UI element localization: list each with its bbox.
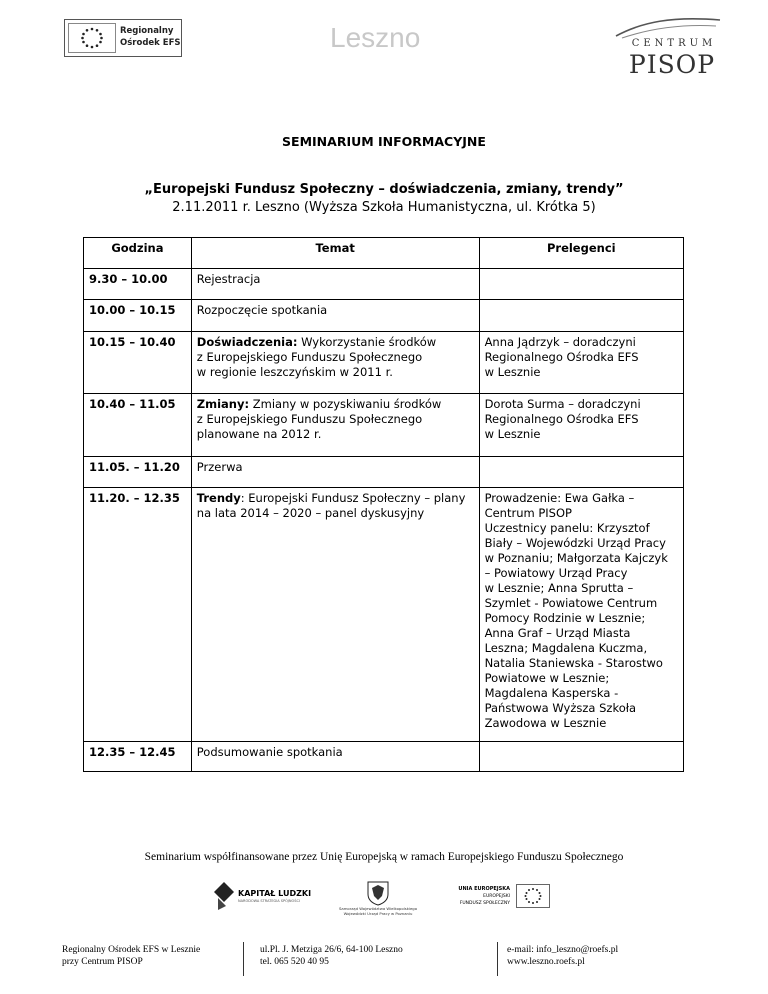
- table-header-row: [84, 238, 684, 269]
- speaker-line: Centrum PISOP: [484, 506, 572, 520]
- time-cell: 9.30 – 10.00: [84, 269, 192, 300]
- speaker-line: Szymlet - Powiatowe Centrum: [484, 596, 658, 610]
- topic-cell: Rozpoczęcie spotkania: [191, 300, 479, 332]
- time-cell: 10.40 – 11.05: [84, 394, 192, 457]
- ue-text: [446, 886, 510, 907]
- speaker-line: Państwowa Wyższa Szkoła: [484, 701, 637, 715]
- speaker-line: Zawodowa w Lesznie: [484, 716, 607, 730]
- topic-line: z Europejskiego Funduszu Społecznego: [196, 412, 423, 426]
- city-name: Leszno: [330, 22, 421, 53]
- speaker-line: Powiatowe w Lesznie;: [484, 671, 610, 685]
- kl-title: KAPITAŁ LUDZKI: [238, 889, 312, 898]
- speakers-cell: [479, 332, 683, 394]
- time-cell: 11.20. – 12.35: [84, 488, 192, 742]
- ue-line-3: FUNDUSZ SPOŁECZNY: [459, 901, 510, 906]
- office-host: przy Centrum PISOP: [62, 957, 143, 967]
- speaker-line: Dorota Surma – doradczyni: [484, 397, 641, 411]
- speakers-cell: [479, 394, 683, 457]
- topic-lead: Zmiany:: [196, 397, 250, 411]
- topic-cell: [191, 394, 479, 457]
- office-name: Regionalny Ośrodek EFS w Lesznie: [62, 945, 201, 955]
- speakers-cell: [479, 300, 683, 332]
- speakers-cell: [479, 269, 683, 300]
- speaker-line: Regionalnego Ośrodka EFS: [484, 412, 639, 426]
- topic-cell: [191, 488, 479, 742]
- topic-cell: Przerwa: [191, 457, 479, 488]
- street-address: ul.Pl. J. Metziga 26/6, 64-100 Leszno: [260, 945, 403, 955]
- time-cell: 10.15 – 10.40: [84, 332, 192, 394]
- topic-line: z Europejskiego Funduszu Społecznego: [196, 350, 423, 364]
- agenda-table: [83, 237, 684, 772]
- address-contact: [507, 944, 618, 968]
- logo-line-1: Regionalny: [120, 26, 174, 36]
- seminar-subtitle: „Europejski Fundusz Społeczny – doświadczenia, zmiany, trendy”: [144, 182, 624, 197]
- kapital-ludzki-icon: [212, 880, 236, 912]
- header-topic: Temat: [191, 238, 479, 269]
- pisop-name-text: PISOP: [628, 50, 716, 79]
- speaker-line: w Lesznie: [484, 427, 541, 441]
- seminar-date-place: 2.11.2011 r. Leszno (Wyższa Szkoła Humanistyczna, ul. Krótka 5): [172, 200, 596, 215]
- table-row: [84, 742, 684, 772]
- eu-flag-icon: [516, 884, 550, 908]
- time-cell: 10.00 – 10.15: [84, 300, 192, 332]
- topic-line: na lata 2014 – 2020 – panel dyskusyjny: [196, 506, 425, 520]
- speaker-line: w Poznaniu; Małgorzata Kajczyk: [484, 551, 668, 565]
- speakers-cell: [479, 488, 683, 742]
- footer-divider: [243, 942, 244, 976]
- topic-line: w regionie leszczyńskim w 2011 r.: [196, 365, 393, 379]
- eu-flag-icon: [68, 23, 116, 53]
- header-time: Godzina: [84, 238, 192, 269]
- speaker-line: Uczestnicy panelu: Krzysztof: [484, 521, 650, 535]
- cofinancing-note: Seminarium współfinansowane przez Unię Europejską w ramach Europejskiego Funduszu Społecznego: [144, 851, 624, 863]
- topic-line: : Europejski Fundusz Społeczny – plany: [240, 491, 466, 505]
- ue-line-2: EUROPEJSKI: [483, 894, 510, 899]
- speaker-line: Biały – Wojewódzki Urząd Pracy: [484, 536, 666, 550]
- time-cell: 12.35 – 12.45: [84, 742, 192, 772]
- speaker-line: Anna Graf – Urząd Miasta: [484, 626, 631, 640]
- topic-line: Wykorzystanie środków: [297, 335, 437, 349]
- speaker-line: Pomocy Rodzinie w Lesznie;: [484, 611, 646, 625]
- speaker-line: Anna Jądrzyk – doradczyni: [484, 335, 636, 349]
- eu-efs-logo: [446, 884, 546, 912]
- speaker-line: Prowadzenie: Ewa Gałka –: [484, 491, 635, 505]
- eagle-crest-icon: [334, 880, 422, 906]
- topic-lead: Trendy: [196, 491, 241, 505]
- speaker-line: Leszna; Magdalena Kuczma,: [484, 641, 648, 655]
- address-street: [260, 944, 403, 968]
- header-speakers: Prelegenci: [479, 238, 683, 269]
- topic-cell: Rejestracja: [191, 269, 479, 300]
- topic-lead: Doświadczenia:: [196, 335, 298, 349]
- wlkp-text: [334, 907, 422, 916]
- ue-line-1: UNIA EUROPEJSKA: [458, 886, 510, 892]
- wlkp-line-1: Samorząd Województwa Wielkopolskiego: [338, 906, 418, 911]
- page-title: SEMINARIUM INFORMACYJNE: [282, 134, 486, 149]
- speaker-line: Natalia Staniewska - Starostwo: [484, 656, 663, 670]
- email-address[interactable]: e-mail: info_leszno@roefs.pl: [507, 945, 619, 955]
- table-row: [84, 488, 684, 742]
- sponsor-logos: [0, 878, 768, 918]
- table-row: [84, 269, 684, 300]
- pisop-logo: [612, 14, 724, 78]
- kapital-ludzki-logo: [212, 880, 322, 914]
- speaker-line: Regionalnego Ośrodka EFS: [484, 350, 639, 364]
- speakers-cell: [479, 457, 683, 488]
- table-row: [84, 300, 684, 332]
- wlkp-line-2: Wojewódzki Urząd Pracy w Poznaniu: [343, 910, 413, 916]
- speaker-line: – Powiatowy Urząd Pracy: [484, 566, 628, 580]
- wielkopolska-logo: [334, 880, 422, 918]
- speaker-line: w Lesznie: [484, 365, 541, 379]
- table-row: [84, 332, 684, 394]
- topic-cell: [191, 332, 479, 394]
- phone-number: tel. 065 520 40 95: [260, 957, 329, 967]
- table-row: [84, 457, 684, 488]
- speakers-cell: [479, 742, 683, 772]
- address-office: [62, 944, 200, 968]
- table-row: [84, 394, 684, 457]
- time-cell: 11.05. – 11.20: [84, 457, 192, 488]
- topic-line: Zmiany w pozyskiwaniu środków: [249, 397, 442, 411]
- topic-line: planowane na 2012 r.: [196, 427, 322, 441]
- footer-divider: [497, 942, 498, 976]
- speaker-line: w Lesznie; Anna Sprutta –: [484, 581, 634, 595]
- kl-subtitle: NARODOWA STRATEGIA SPÓJNOŚCI: [238, 899, 300, 903]
- logo-line-2: Ośrodek EFS: [120, 38, 181, 48]
- page-header: [0, 0, 768, 90]
- speaker-line: Magdalena Kasperska -: [484, 686, 619, 700]
- website-link[interactable]: www.leszno.roefs.pl: [507, 957, 585, 967]
- pisop-centrum-text: CENTRUM: [631, 38, 717, 49]
- roefs-logo: [64, 19, 182, 57]
- topic-cell: Podsumowanie spotkania: [191, 742, 479, 772]
